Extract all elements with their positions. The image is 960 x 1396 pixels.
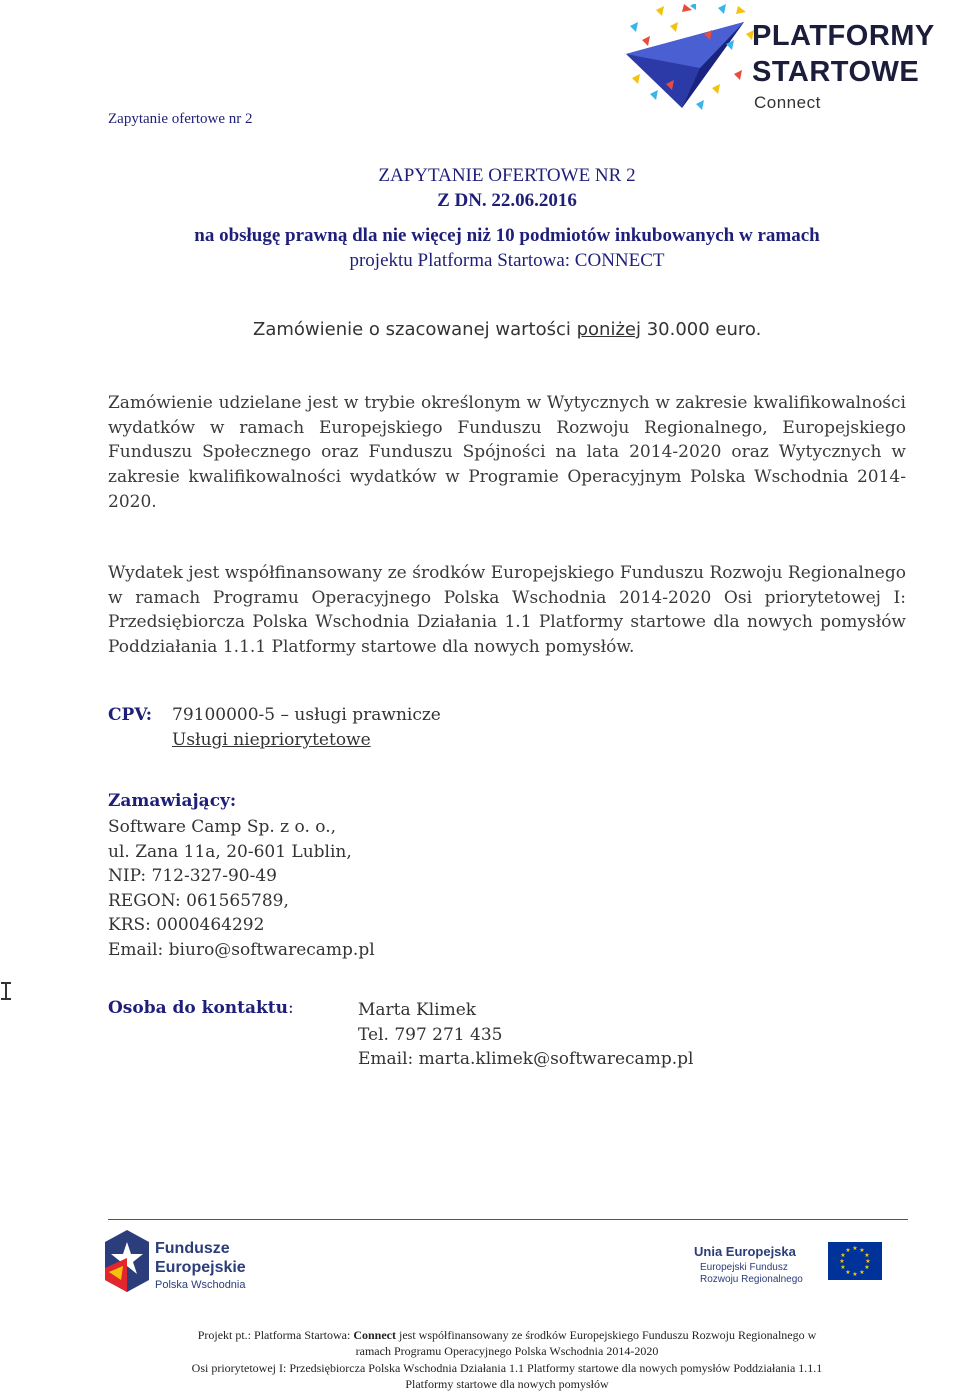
title-line-4: projektu Platforma Startowa: CONNECT (349, 250, 665, 271)
svg-text:★: ★ (864, 1252, 870, 1259)
value-underlined: poniżej (576, 319, 641, 340)
estimated-value (253, 319, 761, 340)
ue-line-2: Europejski Fundusz (700, 1262, 788, 1273)
fe-line-2: Europejskie (155, 1259, 246, 1276)
ue-line-1: Unia Europejska (694, 1244, 796, 1259)
svg-text:★: ★ (839, 1258, 845, 1265)
svg-text:★: ★ (865, 1258, 871, 1265)
svg-text:★: ★ (852, 1271, 858, 1278)
svg-text:★: ★ (840, 1264, 846, 1271)
svg-text:★: ★ (852, 1245, 858, 1252)
footnote-line-3: Osi priorytetowej I: Przedsiębiorcza Polska Wschodnia Działania 1.1 Platformy startowe dla nowych pomysłów Poddziałania 1.1.1 (191, 1361, 823, 1375)
svg-text:★: ★ (845, 1247, 851, 1254)
svg-text:★: ★ (859, 1247, 865, 1254)
logo-line-1: PLATFORMY (752, 20, 935, 52)
contact-label-text: Osoba do kontaktu (108, 998, 289, 1018)
logo-line-3: Connect (754, 93, 821, 112)
orderer-label: Zamawiający: (108, 791, 237, 811)
ue-line-3: Rozwoju Regionalnego (700, 1274, 803, 1285)
value-prefix: Zamówienie o szacowanej wartości (253, 319, 577, 340)
orderer-nip: NIP: 712-327-90-49 (108, 866, 277, 887)
footnote-line-4: Platformy startowe dla nowych pomysłów (405, 1377, 609, 1391)
value-suffix: 30.000 euro. (640, 319, 762, 340)
fundusze-europejskie-logo (103, 1228, 303, 1298)
contact-label-colon: : (288, 998, 294, 1018)
footnote-line-2: ramach Programu Operacyjnego Polska Wschodnia 2014-2020 (355, 1344, 659, 1358)
footnote-prefix: Projekt pt.: Platforma Startowa: (197, 1328, 354, 1342)
orderer-regon: REGON: 061565789, (108, 890, 289, 911)
paragraph-procedure: Zamówienie udzielane jest w trybie określonym w Wytycznych w zakresie kwalifikowalności wydatków w ramach Europejskiego Funduszu Rozwoju Regionalnego, Europejskiego Funduszu Społecznego oraz Funduszu Spójności na lata 2014-2020 oraz Wytycznych w zakresie kwalifikowalności wydatków w Programie Operacyjnym Polska Wschodnia 2014-2020. (108, 393, 906, 512)
contact-name: Marta Klimek (358, 1000, 477, 1020)
svg-text:★: ★ (864, 1264, 870, 1271)
title-line-1: ZAPYTANIE OFERTOWE NR 2 (378, 165, 636, 186)
contact-details (358, 998, 693, 1072)
eu-logo (694, 1238, 884, 1294)
orderer-krs: KRS: 0000464292 (108, 915, 265, 936)
footnote-suffix: jest współfinansowany ze środków Europejskiego Funduszu Rozwoju Regionalnego w (396, 1328, 817, 1342)
paper-plane-icon (626, 4, 756, 116)
orderer-email: Email: biuro@softwarecamp.pl (108, 939, 375, 960)
document-reference: Zapytanie ofertowe nr 2 (108, 111, 253, 127)
title-line-2: Z DN. 22.06.2016 (437, 190, 577, 211)
fe-line-3: Polska Wschodnia (155, 1279, 246, 1291)
fe-star-icon (103, 1228, 151, 1294)
orderer-details (108, 815, 375, 963)
eu-flag-icon (828, 1242, 882, 1280)
footnote-project-name: Connect (353, 1328, 397, 1342)
cpv-subtitle: Usługi niepriorytetowe (172, 730, 371, 750)
margin-mark (5, 982, 7, 1000)
contact-phone: Tel. 797 271 435 (358, 1024, 503, 1045)
svg-text:★: ★ (845, 1269, 851, 1276)
svg-text:★: ★ (859, 1269, 865, 1276)
cpv-label: CPV: (108, 705, 153, 725)
contact-email: Email: marta.klimek@softwarecamp.pl (358, 1049, 694, 1070)
svg-text:★: ★ (840, 1252, 846, 1259)
fe-line-1: Fundusze (155, 1240, 230, 1257)
title-line-3: na obsługę prawną dla nie więcej niż 10 podmiotów inkubowanych w ramach (194, 225, 820, 246)
footer-divider (108, 1219, 908, 1220)
logo-line-2: STARTOWE (752, 56, 920, 88)
orderer-address: ul. Zana 11a, 20-601 Lublin, (108, 841, 352, 862)
platformy-startowe-logo (626, 4, 960, 116)
orderer-name: Software Camp Sp. z o. o., (108, 817, 337, 837)
paragraph-cofinancing: Wydatek jest współfinansowany ze środków Europejskiego Funduszu Rozwoju Regionalnego w ramach Programu Operacyjnego Polska Wschodnia 2014-2020 Osi priorytetowej I: Przedsiębiorcza Polska Wschodnia Działania 1.1 Platformy startowe dla nowych pomysłów Poddziałania 1.1.1 Platformy startowe dla nowych pomysłów. (108, 563, 906, 658)
contact-label (108, 998, 294, 1018)
footnote-line-1 (0, 1328, 960, 1343)
cpv-code: 79100000-5 – usługi prawnicze (172, 705, 441, 725)
